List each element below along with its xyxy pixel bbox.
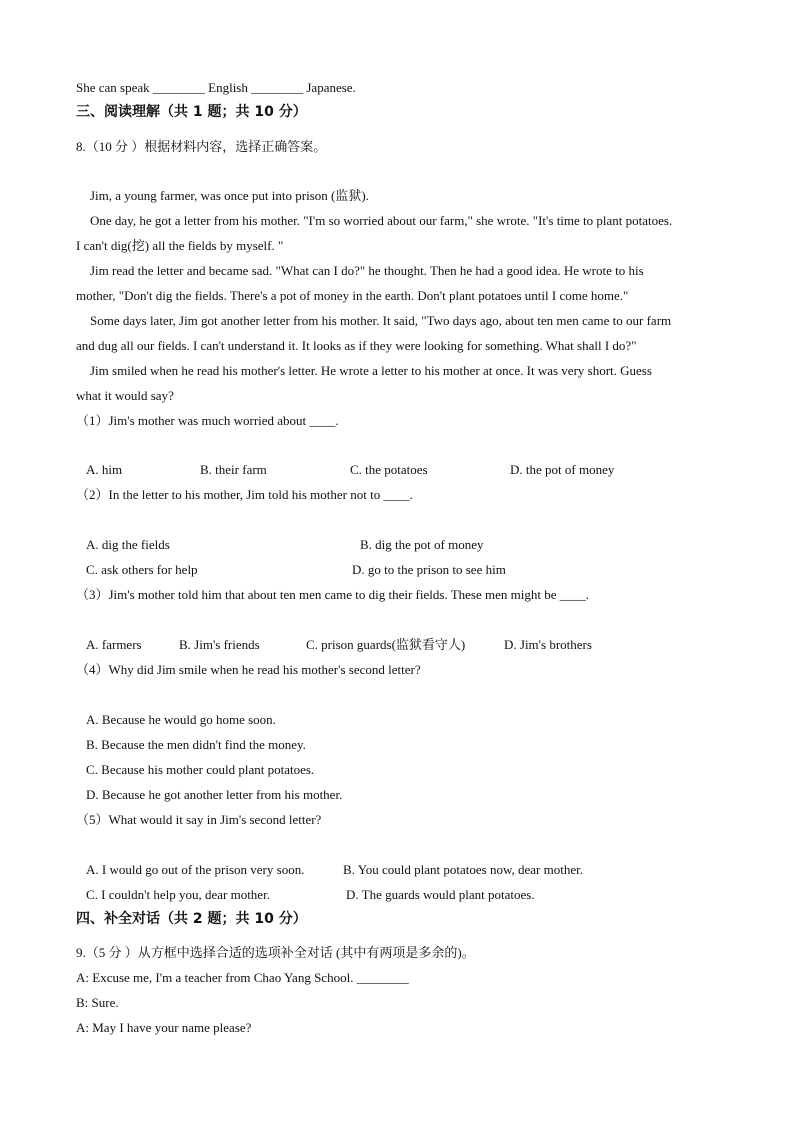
q5-option-c[interactable]: C. I couldn't help you, dear mother.: [86, 887, 270, 902]
dialogue-line: A: May I have your name please?: [76, 1020, 252, 1035]
q1-option-b[interactable]: B. their farm: [200, 462, 267, 477]
passage-line: Jim smiled when he read his mother's letter. He wrote a letter to his mother at once. It was very short. Guess: [90, 363, 652, 378]
passage-line: what it would say?: [76, 388, 174, 403]
section-3-heading: 三、阅读理解（共 1 题；共 10 分）: [76, 104, 307, 120]
q4-option-d[interactable]: D. Because he got another letter from his mother.: [86, 787, 343, 802]
q8-header: 8.（10 分 ）根据材料内容，选择正确答案。: [76, 139, 327, 154]
question-4-stem: （4）Why did Jim smile when he read his mother's second letter?: [76, 662, 421, 677]
passage-line: One day, he got a letter from his mother. "I'm so worried about our farm," she wrote. "It's time to plant potatoes.: [90, 213, 673, 228]
q7-fill-line: She can speak ________ English ________ Japanese.: [76, 80, 356, 95]
q4-option-b[interactable]: B. Because the men didn't find the money.: [86, 737, 306, 752]
q2-option-b[interactable]: B. dig the pot of money: [360, 537, 484, 552]
passage-line: Some days later, Jim got another letter from his mother. It said, "Two days ago, about ten men came to our farm: [90, 313, 672, 328]
q1-option-d[interactable]: D. the pot of money: [510, 462, 615, 477]
passage-line: and dug all our fields. I can't understand it. It looks as if they were looking for something. What shall I do?": [76, 338, 637, 353]
question-2-stem: （2）In the letter to his mother, Jim told his mother not to ____.: [76, 487, 413, 502]
dialogue-line: B: Sure.: [76, 995, 119, 1010]
dialogue-line: A: Excuse me, I'm a teacher from Chao Yang School. ________: [76, 970, 409, 985]
passage-line: Jim read the letter and became sad. "What can I do?" he thought. Then he had a good idea. He wrote to his: [90, 263, 644, 278]
q2-option-c[interactable]: C. ask others for help: [86, 562, 198, 577]
q1-option-a[interactable]: A. him: [86, 462, 123, 477]
q3-option-a[interactable]: A. farmers: [86, 637, 142, 652]
passage-line: Jim, a young farmer, was once put into prison (监狱).: [90, 188, 369, 203]
q1-option-c[interactable]: C. the potatoes: [350, 462, 428, 477]
q3-option-c[interactable]: C. prison guards(监狱看守人): [306, 637, 466, 652]
q2-option-a[interactable]: A. dig the fields: [86, 537, 170, 552]
passage-line: mother, "Don't dig the fields. There's a pot of money in the earth. Don't plant potatoes until I come home.": [76, 288, 629, 303]
q2-option-d[interactable]: D. go to the prison to see him: [352, 562, 506, 577]
question-5-stem: （5）What would it say in Jim's second letter?: [76, 812, 322, 827]
q3-option-d[interactable]: D. Jim's brothers: [504, 637, 592, 652]
q5-option-a[interactable]: A. I would go out of the prison very soon.: [86, 862, 305, 877]
q5-option-d[interactable]: D. The guards would plant potatoes.: [346, 887, 535, 902]
q4-option-c[interactable]: C. Because his mother could plant potatoes.: [86, 762, 315, 777]
q3-option-b[interactable]: B. Jim's friends: [179, 637, 260, 652]
section-4-heading: 四、补全对话（共 2 题；共 10 分）: [76, 911, 307, 927]
q9-header: 9.（5 分 ）从方框中选择合适的选项补全对话 (其中有两项是多余的)。: [76, 945, 475, 960]
question-1-stem: （1）Jim's mother was much worried about ____.: [76, 413, 339, 428]
question-3-stem: （3）Jim's mother told him that about ten men came to dig their fields. These men might be ____.: [76, 587, 589, 602]
q5-option-b[interactable]: B. You could plant potatoes now, dear mother.: [343, 862, 583, 877]
q4-option-a[interactable]: A. Because he would go home soon.: [86, 712, 276, 727]
passage-line: I can't dig(挖) all the fields by myself. ": [76, 238, 284, 253]
